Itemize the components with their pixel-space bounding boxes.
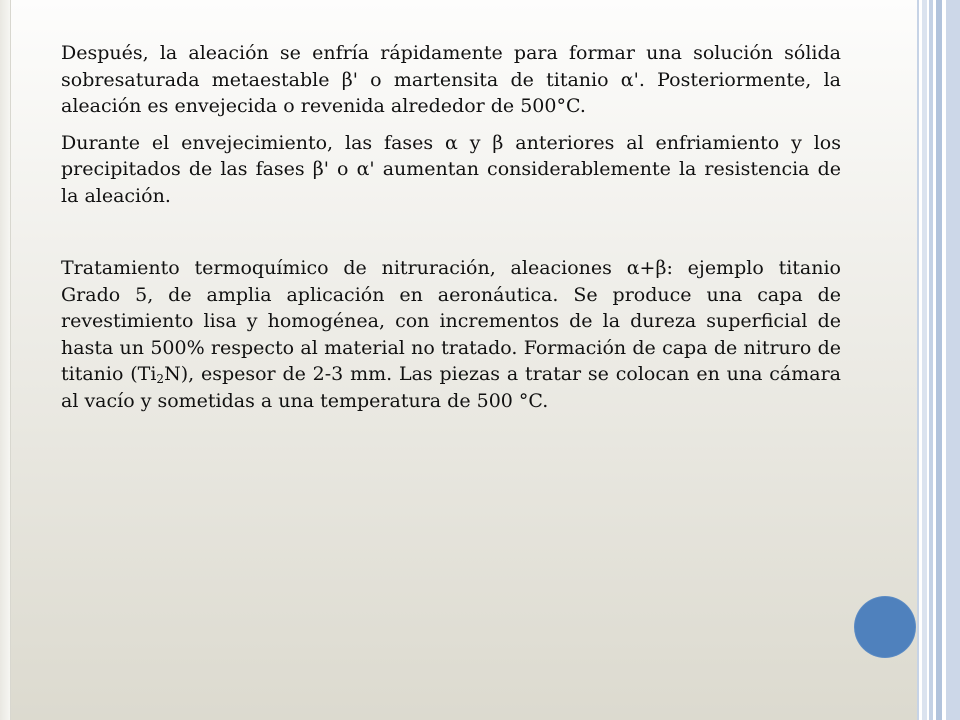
- decorative-stripe: [946, 0, 960, 720]
- nitriding-text-end: ), espesor de 2-3 mm. Las piezas a tratar se colocan en una cámara al vacío y sometidas a una temperatura de 500 °C.: [61, 363, 842, 412]
- paragraph-nitriding: [61, 255, 841, 414]
- slide-text-body: [61, 40, 841, 414]
- decorative-stripe: [929, 0, 933, 720]
- decorative-stripe: [936, 0, 942, 720]
- chemical-formula: [138, 363, 181, 385]
- nitriding-text-start: Tratamiento termoquímico de nitruración, aleaciones α+β: ejemplo titanio Grado 5, de amplia aplicación en aeronáutica. Se produce una capa de revestimiento lisa y homogénea, con incrementos de la dureza superficial de hasta un 500% respecto al material no tratado. Formación de capa de nitruro de titanio (: [61, 257, 841, 385]
- decorative-circle: [855, 597, 915, 657]
- paragraph-aging: Durante el envejecimiento, las fases α y β anteriores al enfriamiento y los precipitados de las fases β' o α' aumentan considerablemente la resistencia de la aleación.: [61, 131, 841, 207]
- formula-tail: N: [164, 363, 181, 385]
- formula-subscript: 2: [156, 372, 165, 386]
- decorative-stripe: [922, 0, 927, 720]
- left-border: [0, 0, 11, 720]
- paragraph-cooling: Después, la aleación se enfría rápidamente para formar una solución sólida sobresaturada metaestable β' o martensita de titanio α'. Posteriormente, la aleación es envejecida o revenida alrededor de 500°C.: [61, 42, 841, 117]
- formula-base: Ti: [137, 363, 157, 385]
- decorative-stripe: [917, 0, 919, 720]
